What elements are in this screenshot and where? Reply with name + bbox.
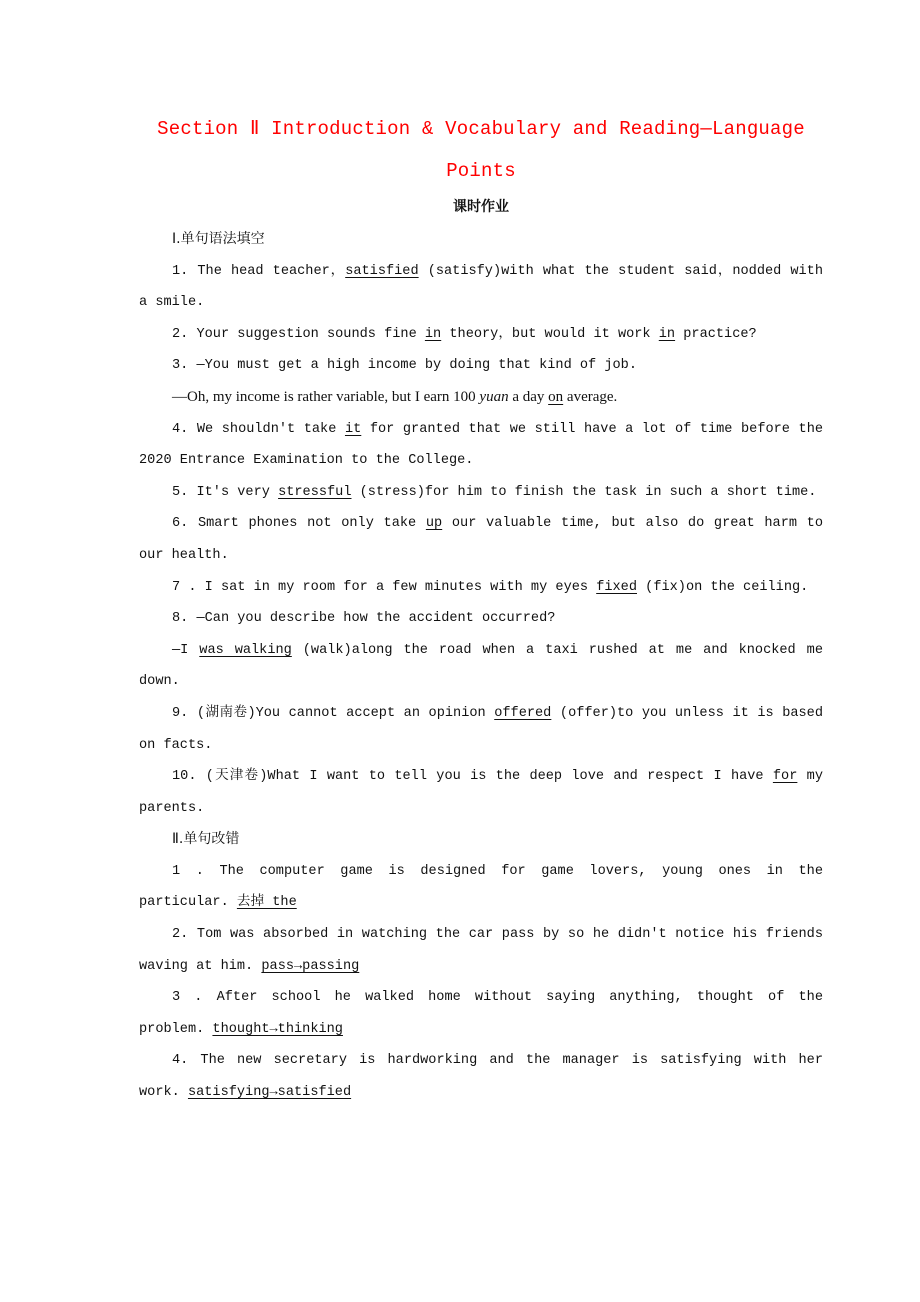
exercise-item <box>139 635 823 698</box>
item-text: practice? <box>675 326 757 342</box>
exercise-item <box>139 508 823 571</box>
correction-item <box>139 982 823 1045</box>
exercise-item <box>139 572 823 604</box>
correction-item <box>139 856 823 919</box>
title-line-2: Points <box>446 160 516 182</box>
item-text: for granted that we still have a lot of time before the 2020 Entrance Examination to the College. <box>139 421 824 469</box>
exercise-body <box>139 224 823 1109</box>
item-text: 3. —You must get a high income by doing that kind of job. <box>172 358 637 374</box>
answer: offered <box>494 705 552 721</box>
item-text: 1 . The computer game is designed for game lovers, young ones in the particular. <box>139 863 823 911</box>
item-text: (offer)to you unless it is based on facts. <box>139 705 823 753</box>
answer: it <box>344 421 362 437</box>
item-text: our valuable time, but also do great harm to our health. <box>139 516 824 563</box>
item-text: 2. Your suggestion sounds fine <box>172 326 425 342</box>
document-title <box>139 108 823 192</box>
answer: was walking <box>199 642 292 658</box>
answer: up <box>425 516 443 532</box>
answer: 去掉 the <box>236 895 297 911</box>
item-text: 9. (湖南卷)You cannot accept an opinion <box>172 705 495 721</box>
item-text: (fix)on the ceiling. <box>637 579 809 595</box>
answer: pass→passing <box>261 958 360 974</box>
document-subtitle: 课时作业 <box>453 199 509 215</box>
title-line-1: Section Ⅱ Introduction & Vocabulary and Reading—Language <box>157 118 805 140</box>
item-text: 4. The new secretary is hardworking and the manager is satisfying with her work. <box>139 1053 823 1101</box>
section-1-heading: Ⅰ.单句语法填空 <box>172 231 265 247</box>
answer: satisfied <box>345 263 419 279</box>
item-text: —I <box>172 642 200 658</box>
answer: in <box>658 326 676 342</box>
item-text: (walk)along the road when a taxi rushed at me and knocked me down. <box>139 642 823 690</box>
item-text: my parents. <box>139 769 823 816</box>
item-text: average. <box>563 388 618 405</box>
correction-item <box>139 919 823 982</box>
exercise-item <box>139 477 823 509</box>
answer: fixed <box>596 579 637 595</box>
answer: on <box>548 388 564 405</box>
item-text: a day <box>508 388 549 405</box>
exercise-item <box>139 256 823 319</box>
item-text: 3 . After school he walked home without saying anything, thought of the problem. <box>139 990 823 1037</box>
exercise-item <box>139 414 823 477</box>
item-text: (stress)for him to finish the task in such a short time. <box>351 484 817 500</box>
exercise-item <box>139 698 823 761</box>
item-text: 8. —Can you describe how the accident occurred? <box>172 611 556 627</box>
exercise-item <box>139 350 823 382</box>
italic-word: yuan <box>479 388 509 405</box>
item-text: —Oh, my income is rather variable, but I earn 100 <box>172 388 480 405</box>
correction-item <box>139 1045 823 1108</box>
exercise-item <box>139 319 823 351</box>
section-2-heading: Ⅱ.单句改错 <box>172 831 240 848</box>
item-text: 1. The head teacher， <box>172 263 346 279</box>
item-text: 7 . I sat in my room for a few minutes with my eyes <box>172 579 597 595</box>
item-text: 4. We shouldn't take <box>172 421 345 437</box>
item-text: 5. It's very <box>172 484 279 500</box>
item-text: 6. Smart phones not only take <box>172 516 426 532</box>
exercise-item <box>139 382 823 414</box>
item-text: theory，but would it work <box>441 326 659 342</box>
answer: thought→thinking <box>212 1021 343 1037</box>
item-text: 10. (天津卷)What I want to tell you is the deep love and respect I have <box>172 769 773 785</box>
exercise-item <box>139 603 823 635</box>
item-text: 2. Tom was absorbed in watching the car pass by so he didn't notice his friends waving at him. <box>139 927 823 974</box>
answer: satisfying→satisfied <box>187 1085 352 1101</box>
item-text: (satisfy)with what the student said，nodded with a smile. <box>139 263 823 311</box>
answer: stressful <box>278 484 352 500</box>
exercise-item <box>139 761 823 824</box>
answer: for <box>772 769 798 785</box>
document-page <box>139 108 823 1109</box>
answer: in <box>424 326 442 342</box>
